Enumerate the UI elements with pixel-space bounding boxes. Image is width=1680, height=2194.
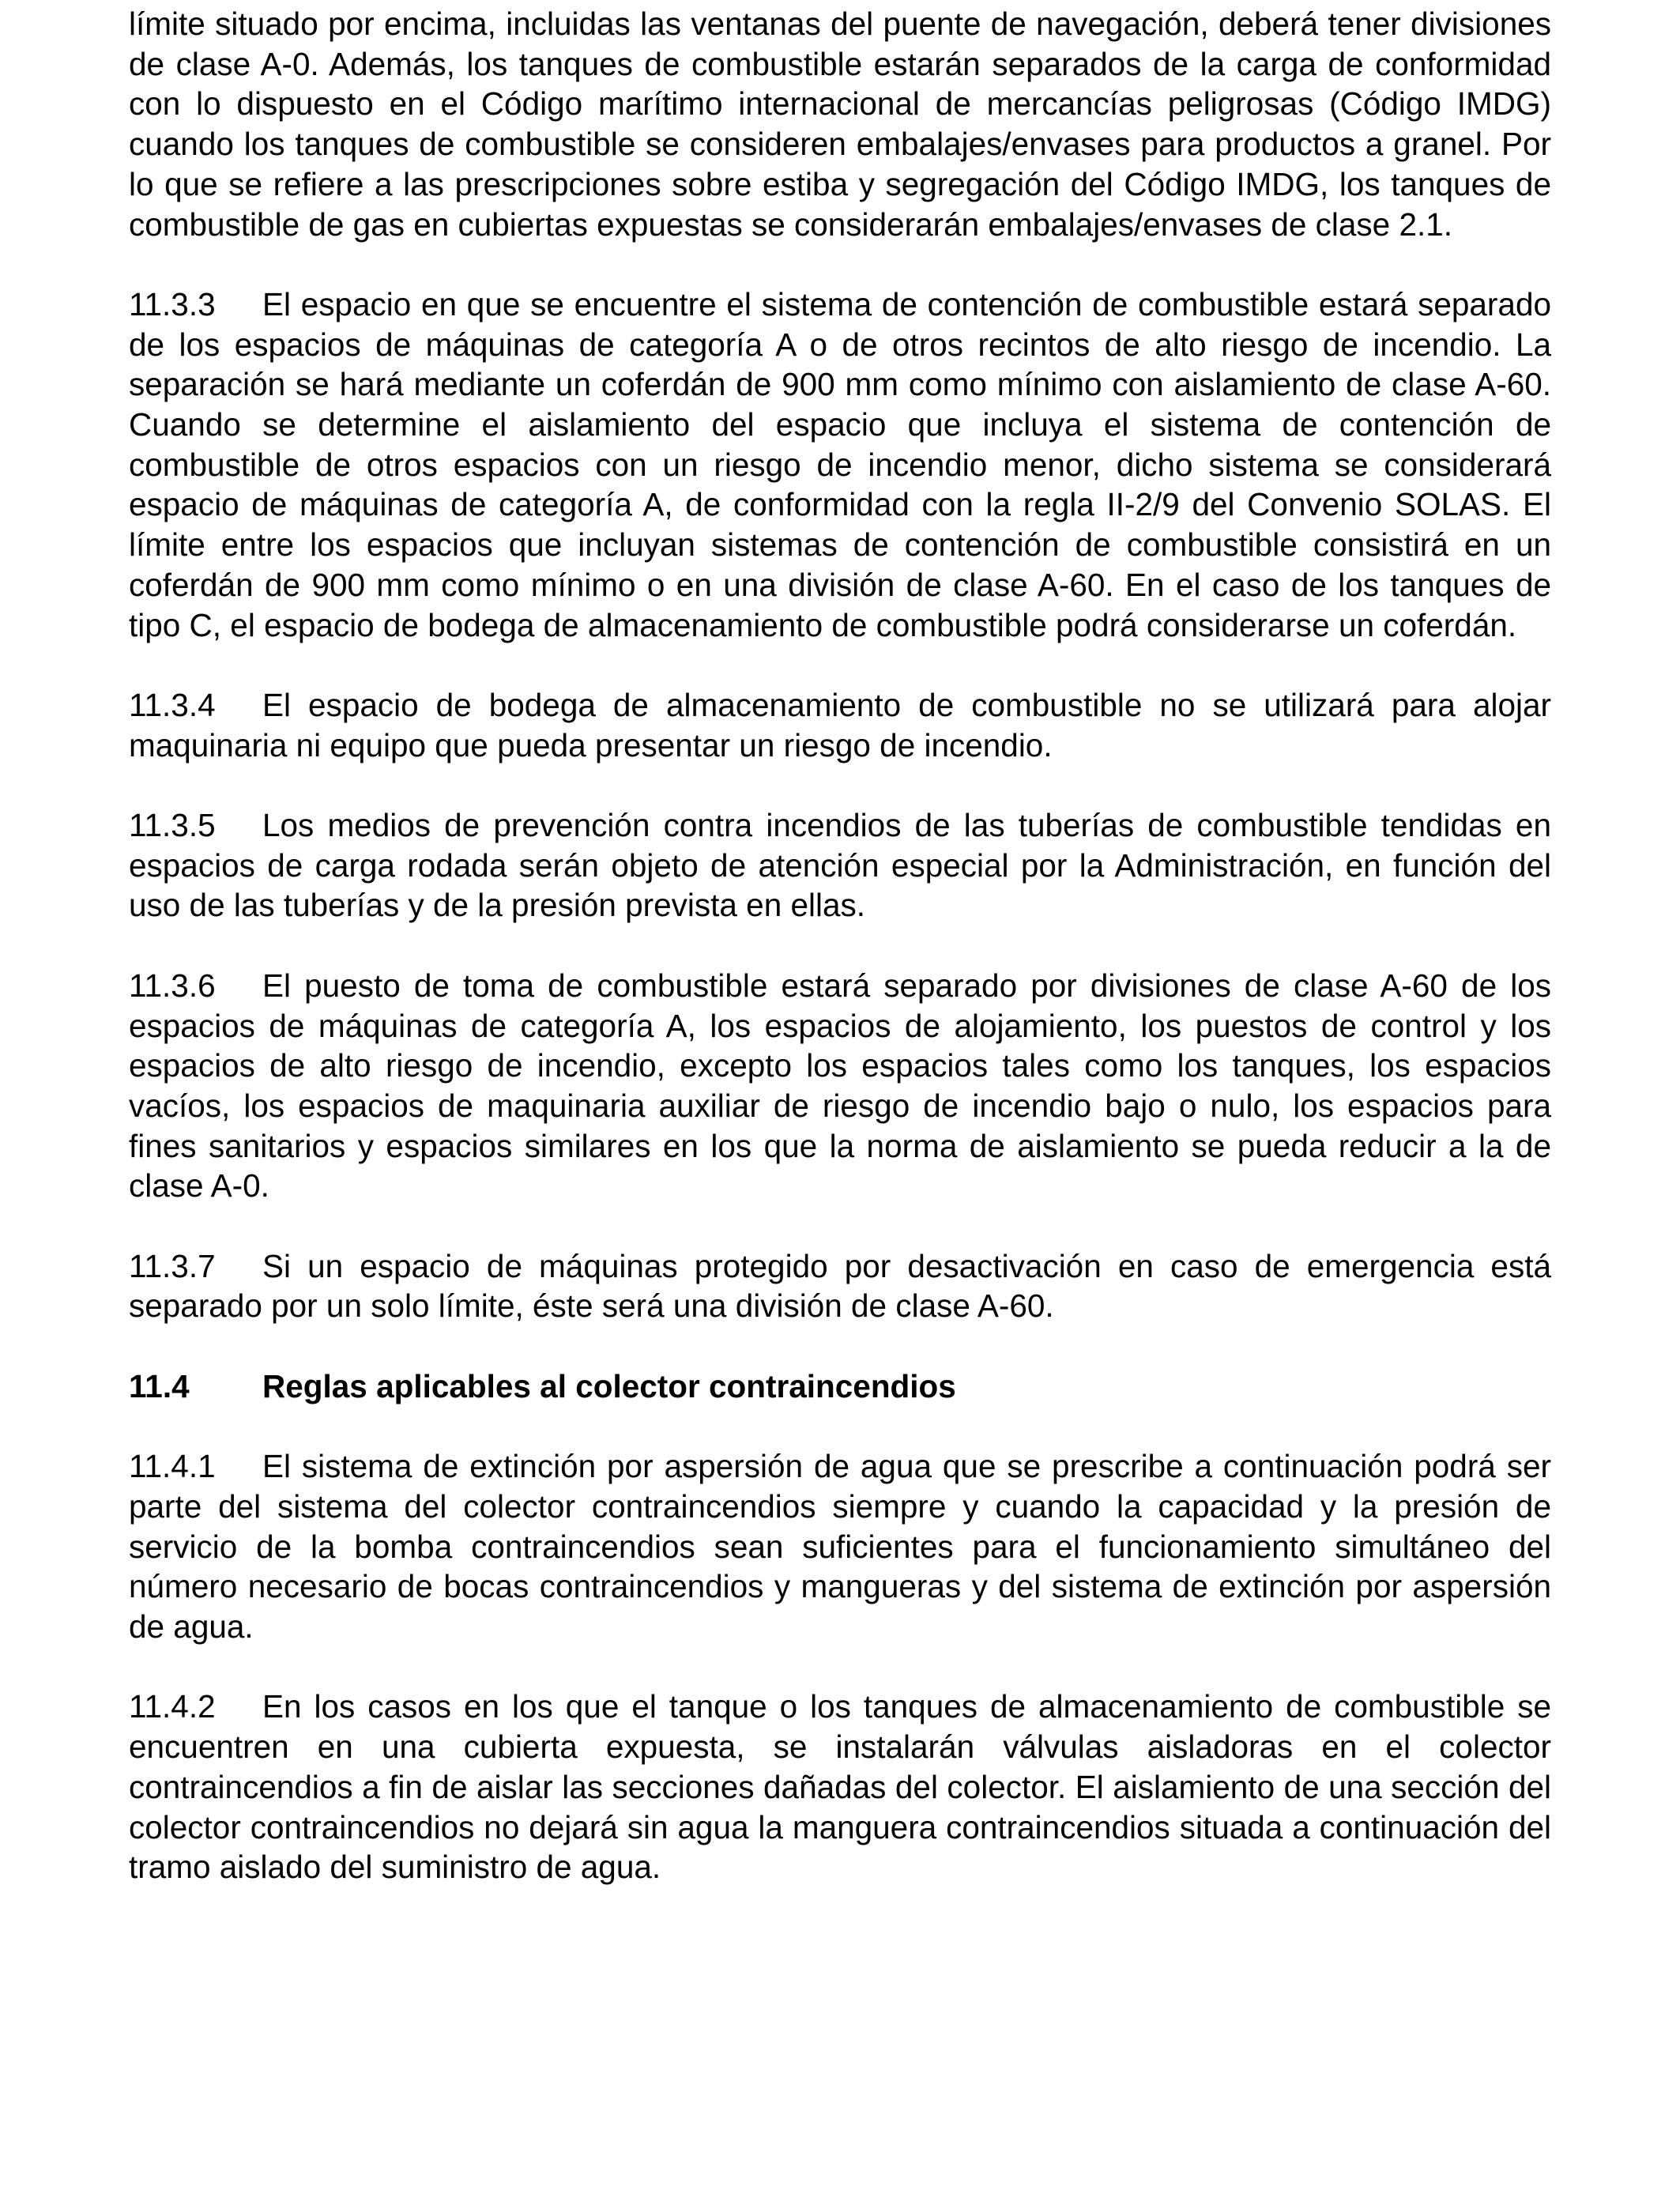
section-11-3-4 <box>129 685 1551 765</box>
section-text: Si un espacio de máquinas protegido por desactivación en caso de emergencia está separado por un solo límite, éste será una división de clase A-60. <box>129 1247 1551 1325</box>
heading-title: Reglas aplicables al colector contraincendios <box>262 1367 956 1404</box>
section-number: 11.3.4 <box>129 686 216 723</box>
section-text: En los casos en los que el tanque o los tanques de almacenamiento de combustible se encuentren en una cubierta expuesta, se instalarán válvulas aisladoras en el colector contraincendios a fin de aislar las secciones dañadas del colector. El aislamiento de una sección del colector contraincendios no dejará sin agua la manguera contraincendios situada a continuación del tramo aislado del suministro de agua. <box>129 1688 1551 1886</box>
heading-number: 11.4 <box>129 1367 190 1404</box>
section-11-3-6 <box>129 966 1551 1206</box>
section-11-4-2 <box>129 1687 1551 1887</box>
section-11-3-5 <box>129 805 1551 925</box>
section-number: 11.3.6 <box>129 967 216 1004</box>
intro-paragraph: límite situado por encima, incluidas las ventanas del puente de navegación, deberá tener divisiones de clase A-0. Además, los tanques de combustible estarán separados de la carga de conformidad con lo dispuesto en el Código marítimo internacional de mercancías peligrosas (Código IMDG) cuando los tanques de combustible se consideren embalajes/envases para productos a granel. Por lo que se refiere a las prescripciones sobre estiba y segregación del Código IMDG, los tanques de combustible de gas en cubiertas expuestas se considerarán embalajes/envases de clase 2.1. <box>129 6 1551 243</box>
section-number: 11.3.7 <box>129 1247 216 1284</box>
section-text: El sistema de extinción por aspersión de agua que se prescribe a continuación podrá ser parte del sistema del colector contraincendios siempre y cuando la capacidad y la presión de servicio de la bomba contraincendios sean suficientes para el funcionamiento simultáneo del número necesario de bocas contraincendios y mangueras y del sistema de extinción por aspersión de agua. <box>129 1448 1551 1646</box>
section-text: El espacio en que se encuentre el sistema de contención de combustible estará separado de los espacios de máquinas de categoría A o de otros recintos de alto riesgo de incendio. La separación se hará mediante un coferdán de 900 mm como mínimo con aislamiento de clase A-60. Cuando se determine el aislamiento del espacio que incluya el sistema de contención de combustible de otros espacios con un riesgo de incendio menor, dicho sistema se considerará espacio de máquinas de categoría A, de conformidad con la regla II-2/9 del Convenio SOLAS. El límite entre los espacios que incluyan sistemas de contención de combustible consistirá en un coferdán de 900 mm como mínimo o en una división de clase A-60. En el caso de los tanques de tipo C, el espacio de bodega de almacenamiento de combustible podrá considerarse un coferdán. <box>129 285 1551 643</box>
section-text: El espacio de bodega de almacenamiento de combustible no se utilizará para alojar maquinaria ni equipo que pueda presentar un riesgo de incendio. <box>129 686 1551 763</box>
section-number: 11.3.5 <box>129 807 216 844</box>
section-text: El puesto de toma de combustible estará separado por divisiones de clase A-60 de los espacios de máquinas de categoría A, los espacios de alojamiento, los puestos de control y los espacios de alto riesgo de incendio, excepto los espacios tales como los tanques, los espacios vacíos, los espacios de maquinaria auxiliar de riesgo de incendio bajo o nulo, los espacios para fines sanitarios y espacios similares en los que la norma de aislamiento se pueda reducir a la de clase A-0. <box>129 967 1551 1204</box>
section-number: 11.3.3 <box>129 285 216 322</box>
section-11-3-7 <box>129 1246 1551 1326</box>
section-number: 11.4.1 <box>129 1448 216 1485</box>
section-text: Los medios de prevención contra incendios de las tuberías de combustible tendidas en espacios de carga rodada serán objeto de atención especial por la Administración, en función del uso de las tuberías y de la presión prevista en ellas. <box>129 807 1551 924</box>
section-11-4-1 <box>129 1446 1551 1647</box>
section-number: 11.4.2 <box>129 1688 216 1725</box>
section-11-3-3 <box>129 285 1551 645</box>
document-page <box>129 0 1551 1887</box>
section-heading-11-4 <box>129 1367 1551 1407</box>
